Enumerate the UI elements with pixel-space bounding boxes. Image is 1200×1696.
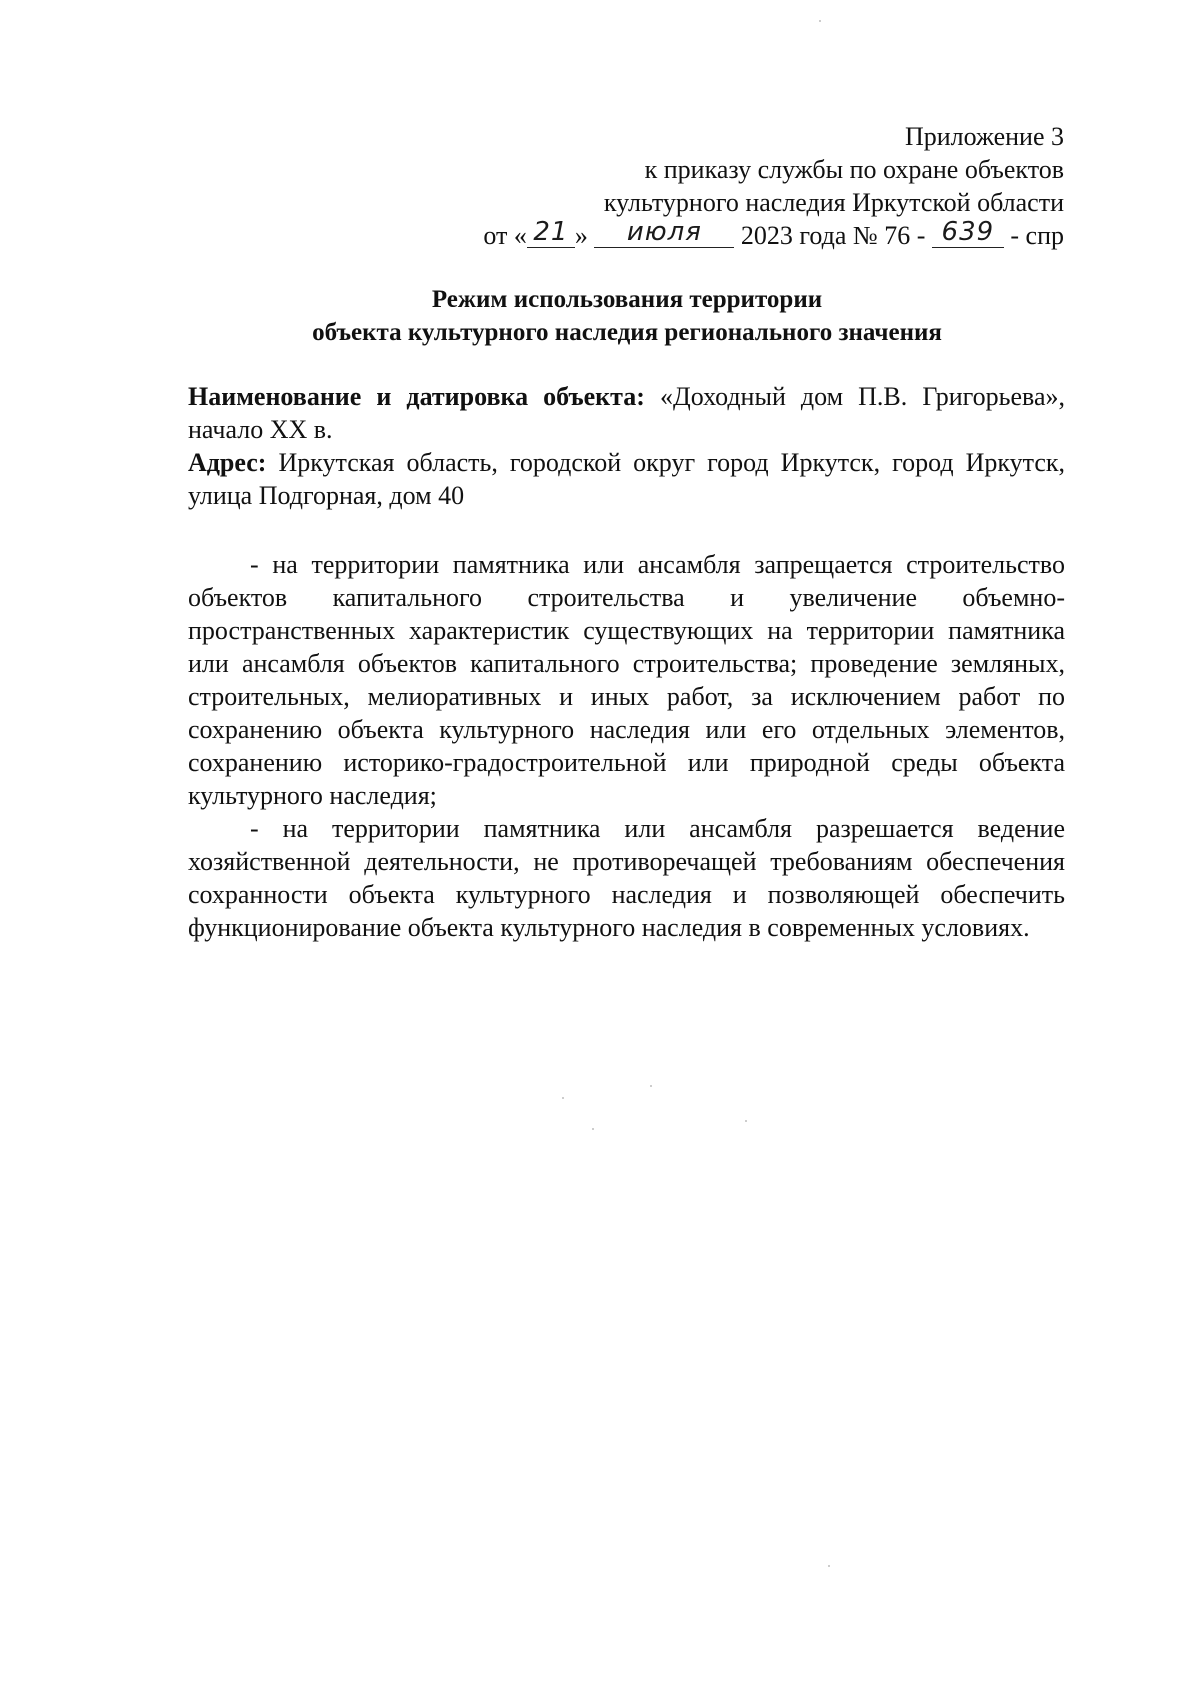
handwritten-day: 21 bbox=[533, 217, 569, 247]
object-name-value: «Доходный дом П.В. Григорьева», начало XX в. bbox=[188, 382, 1066, 444]
month-field bbox=[594, 219, 734, 248]
day-field bbox=[527, 219, 575, 248]
scan-speck bbox=[745, 1120, 747, 1122]
date-prefix: от « bbox=[483, 221, 527, 250]
order-reference-line: к приказу службы по охране объектов bbox=[644, 155, 1064, 184]
service-name-line: культурного наследия Иркутской области bbox=[603, 188, 1064, 217]
handwritten-month: июля bbox=[626, 217, 702, 247]
scan-speck bbox=[592, 1128, 594, 1130]
permission-paragraph: - на территории памятника или ансамбля разрешается ведение хозяйственной деятельности, не противоречащей требованиям обеспечения сохранности объекта культурного наследия и позволяющей обеспечить функционирование объекта культурного наследия в современных условиях. bbox=[188, 814, 1065, 942]
order-date-line bbox=[364, 219, 1064, 252]
title-line-1: Режим использования территории bbox=[431, 286, 823, 313]
prohibition-paragraph: - на территории памятника или ансамбля запрещается строительство объектов капитального строительства и увеличение объемно-пространственных характеристик существующих на территории памятника или ансамбля объектов капитального строительства; проведение земляных, строительных, мелиоративных и иных работ, за исключением работ по сохранению объекта культурного наследия или его отдельных элементов, сохранению историко-градостроительной или природной среды объекта культурного наследия; bbox=[188, 550, 1065, 810]
usage-regime-text bbox=[188, 548, 1065, 944]
object-name-label: Наименование и датировка объекта: bbox=[188, 382, 645, 411]
object-info bbox=[188, 380, 1065, 512]
scan-speck bbox=[562, 1097, 564, 1099]
handwritten-order-number: 639 bbox=[941, 217, 995, 247]
scan-speck bbox=[828, 1565, 830, 1567]
scan-speck bbox=[819, 20, 821, 22]
scan-speck bbox=[650, 1085, 652, 1087]
order-suffix: - спр bbox=[1010, 221, 1064, 250]
order-number-field bbox=[932, 219, 1004, 248]
object-name-paragraph bbox=[188, 380, 1065, 446]
document-title bbox=[188, 283, 1066, 349]
appendix-number: Приложение 3 bbox=[904, 122, 1064, 151]
title-line-2: объекта культурного наследия регионального значения bbox=[312, 319, 942, 346]
appendix-header bbox=[364, 120, 1064, 252]
object-address-label: Адрес: bbox=[188, 448, 267, 477]
object-address-paragraph bbox=[188, 446, 1065, 512]
object-address-value: Иркутская область, городской округ город Иркутск, город Иркутск, улица Подгорная, дом 40 bbox=[188, 448, 1066, 510]
date-quote-close: » bbox=[574, 221, 588, 250]
year-and-number-prefix: 2023 года № 76 - bbox=[740, 221, 926, 250]
